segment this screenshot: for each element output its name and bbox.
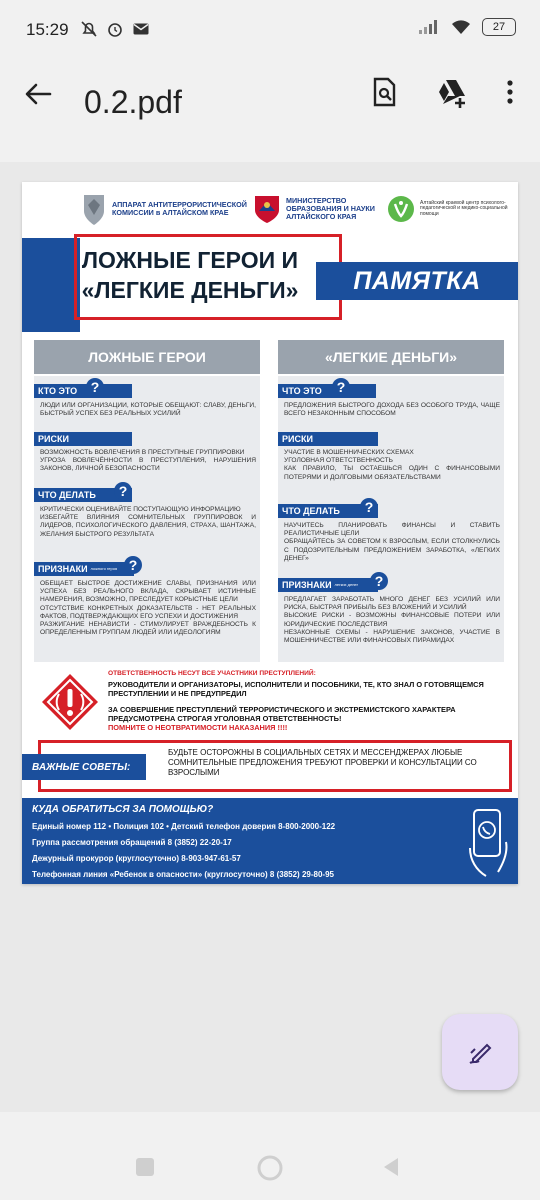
left-risks-tag: РИСКИ (34, 432, 132, 446)
headline-line-1: ЛОЖНЫЕ ГЕРОИ И (81, 247, 299, 273)
org-psych-center: Алтайский краевой центр психолого-педагогической и медико-социальной помощи (420, 199, 508, 217)
header-logos (82, 188, 512, 230)
altai-emblem-icon (252, 193, 282, 225)
right-signs-sub: легких денег (334, 582, 359, 587)
question-icon: ? (370, 572, 388, 590)
home-icon[interactable] (256, 1154, 284, 1182)
right-todo-tag: ЧТО ДЕЛАТЬ (278, 504, 378, 518)
memo-badge: ПАМЯТКА (316, 262, 518, 300)
question-icon: ? (332, 378, 350, 396)
document-title: 0.2.pdf (84, 84, 182, 120)
responsibility-body-1: РУКОВОДИТЕЛИ И ОРГАНИЗАТОРЫ, ИСПОЛНИТЕЛИ И ПОСОБНИКИ, ТЕ, КТО ЗНАЛ О ГОТОВЯЩЕМСЯ ПРЕСТУПЛЕНИИ И НЕ ПРЕДУПРЕДИЛ (108, 680, 484, 699)
pdf-page (22, 182, 518, 884)
left-signs-text: ОБЕЩАЕТ БЫСТРОЕ ДОСТИЖЕНИЕ СЛАВЫ, ПРИЗНАНИЯ ИЛИ УСПЕХА БЕЗ РЕАЛЬНОГО ВКЛАДА, СКРЫВАЕТ ИСТИННЫЕ НАМЕРЕНИЯ, ВОЗМОЖНО, ПРЕСЛЕДУЕТ КОРЫСТНЫЕ ЦЕЛИ ОТСУТСТВИЕ КОНКРЕТНЫХ ДОКАЗАТЕЛЬСТВ - НЕТ РЕАЛЬНЫХ ФАКТОВ, ПОДТВЕРЖДАЮЩИХ ЕГО УСПЕХИ И ДОСТИЖЕНИЯ РАЗЖИГАНИЕ НЕНАВИСТИ - СТИМУЛИРУЕТ ВРАЖДЕБНОСТЬ К ОПРЕДЕЛЕННЫМ ГРУППАМ ЛЮДЕЙ ИЛИ ИДЕОЛОГИЯМ (40, 580, 256, 637)
right-signs-label: ПРИЗНАКИ (282, 580, 332, 590)
left-signs-label: ПРИЗНАКИ (38, 564, 88, 574)
headline-line-2: «ЛЕГКИЕ ДЕНЬГИ» (81, 276, 299, 303)
status-left-icons (80, 20, 150, 38)
left-signs-tag (34, 562, 134, 576)
alarm-icon (106, 20, 124, 38)
left-todo-text: КРИТИЧЕСКИ ОЦЕНИВАЙТЕ ПОСТУПАЮЩУЮ ИНФОРМАЦИЮ ИЗБЕГАЙТЕ ВЛИЯНИЯ СОМНИТЕЛЬНЫХ ГРУППИРОВОК И ЛИДЕРОВ, ПСИХОЛОГИЧЕСКОГО ДАВЛЕНИЯ, СТРАХА, ШАНТАЖА, ЖЕЛАНИЯ БЫСТРОГО РЕЗУЛЬТАТА (40, 506, 256, 538)
right-who-text: ПРЕДЛОЖЕНИЯ БЫСТРОГО ДОХОДА БЕЗ ОСОБОГО ТРУДА, ЧАЩЕ ВСЕГО НЕЗАКОННЫМ СПОСОБОМ (284, 402, 500, 418)
annotate-fab[interactable] (442, 1014, 518, 1090)
help-line-2: Группа рассмотрения обращений 8 (3852) 22-20-17 (32, 838, 232, 847)
right-signs-text: ПРЕДЛАГАЕТ ЗАРАБОТАТЬ МНОГО ДЕНЕГ БЕЗ УСИЛИЙ ИЛИ РИСКА, БЫСТРАЯ ПРИБЫЛЬ БЕЗ ВЛОЖЕНИЙ И УСИЛИЙ ВЫСОКИЕ РИСКИ - ВОЗМОЖНЫ ФИНАНСОВЫЕ ПОТЕРИ ИЛИ ЮРИДИЧЕСКИЕ ПОСЛЕДСТВИЯ НЕЗАКОННЫЕ СХЕМЫ - НАРУШЕНИЕ ЗАКОНОВ, УЧАСТИЕ В МОШЕННИЧЕСТВЕ ИЛИ ФИНАНСОВЫХ ПИРАМИДАХ (284, 596, 500, 645)
question-icon: ? (114, 482, 132, 500)
back-arrow-icon[interactable] (22, 78, 54, 110)
right-risks-text: УЧАСТИЕ В МОШЕННИЧЕСКИХ СХЕМАХ УГОЛОВНАЯ ОТВЕТСТВЕННОСТЬ КАК ПРАВИЛО, ТЫ ОСТАЕШЬСЯ ОДИН С ФИНАНСОВЫМИ ПОТЕРЯМИ И ДОЛГОВЫМИ ОБЯЗАТЕЛЬСТВАМИ (284, 449, 500, 481)
advice-tag: ВАЖНЫЕ СОВЕТЫ: (22, 754, 146, 780)
question-icon: ? (360, 498, 378, 516)
back-nav-icon[interactable] (380, 1156, 402, 1178)
status-right-icons (418, 18, 516, 36)
responsibility-remember: ПОМНИТЕ О НЕОТВРАТИМОСТИ НАКАЗАНИЯ !!!! (108, 723, 288, 733)
recents-icon[interactable] (134, 1156, 156, 1178)
find-in-document-icon[interactable] (366, 74, 402, 110)
coat-of-arms-icon (82, 191, 106, 227)
false-heroes-column (34, 340, 260, 662)
battery-indicator: 27 (482, 18, 516, 36)
responsibility-block (108, 670, 508, 732)
status-time: 15:29 (26, 20, 69, 39)
responsibility-heading: ОТВЕТСТВЕННОСТЬ НЕСУТ ВСЕ УЧАСТНИКИ ПРЕСТУПЛЕНИЙ: (108, 670, 316, 677)
right-who-tag: ЧТО ЭТО (278, 384, 376, 398)
right-todo-text: НАУЧИТЕСЬ ПЛАНИРОВАТЬ ФИНАНСЫ И СТАВИТЬ РЕАЛИСТИЧНЫЕ ЦЕЛИ ОБРАЩАЙТЕСЬ ЗА СОВЕТОМ К ВЗРОСЛЫМ, ЕСЛИ СТОЛКНУЛИСЬ С ПОДОЗРИТЕЛЬНЫМ ПРЕДЛОЖЕНИЕМ ЗАРАБОТКА, «ЛЕГКИХ ДЕНЕГ» (284, 522, 500, 562)
help-footer (22, 798, 518, 884)
help-line-4: Телефонная линия «Ребенок в опасности» (круглосуточно) 8 (3852) 29-80-95 (32, 870, 334, 879)
responsibility-body-2: ЗА СОВЕРШЕНИЕ ПРЕСТУПЛЕНИЙ ТЕРРОРИСТИЧЕСКОГО И ЭКСТРЕМИСТСКОГО ХАРАКТЕРА ПРЕДУСМОТРЕНА СТРОГАЯ УГОЛОВНАЯ ОТВЕТСТВЕННОСТЬ! (108, 704, 456, 723)
help-line-3: Дежурный прокурор (круглосуточно) 8-903-947-61-57 (32, 854, 241, 863)
question-icon: ? (86, 378, 104, 396)
question-icon: ? (124, 556, 142, 574)
add-to-drive-icon[interactable] (434, 74, 470, 110)
wifi-icon (450, 19, 472, 35)
phone-hand-icon (466, 808, 510, 878)
psych-center-logo-icon (386, 194, 416, 224)
left-who-tag: КТО ЭТО (34, 384, 132, 398)
mail-icon (132, 20, 150, 38)
status-bar (0, 0, 540, 60)
false-heroes-title: ЛОЖНЫЕ ГЕРОИ (34, 340, 260, 376)
right-risks-tag: РИСКИ (278, 432, 378, 446)
mute-icon (80, 20, 98, 38)
org-antiterror: АППАРАТ АНТИТЕРРОРИСТИЧЕСКОЙ КОМИССИИ в АЛТАЙСКОМ КРАЕ (112, 200, 247, 217)
help-heading: КУДА ОБРАТИТЬСЯ ЗА ПОМОЩЬЮ? (32, 804, 214, 815)
app-bar (0, 60, 540, 160)
headline (40, 246, 340, 306)
help-line-1: Единый номер 112 • Полиция 102 • Детский телефон доверия 8-800-2000-122 (32, 822, 336, 831)
left-risks-text: ВОЗМОЖНОСТЬ ВОВЛЕЧЕНИЯ В ПРЕСТУПНЫЕ ГРУППИРОВКИ УГРОЗА ВОВЛЕЧЁННОСТИ В ПРЕСТУПЛЕНИЯ, НАРУШЕНИЯ ЗАКОНОВ, ЛИЧНОЙ БЕЗОПАСНОСТИ (40, 449, 256, 473)
pen-icon (465, 1037, 495, 1067)
system-nav-bar (0, 1112, 540, 1200)
right-signs-tag (278, 578, 378, 592)
pdf-viewer[interactable] (0, 162, 540, 1112)
easy-money-column (278, 340, 504, 662)
warning-icon (40, 672, 100, 732)
left-signs-sub: ложного героя (90, 566, 118, 571)
left-who-text: ЛЮДИ ИЛИ ОРГАНИЗАЦИИ, КОТОРЫЕ ОБЕЩАЮТ: СЛАВУ, ДЕНЬГИ, БЫСТРЫЙ УСПЕХ БЕЗ РЕАЛЬНЫХ УСИЛИЙ (40, 402, 256, 418)
left-todo-tag: ЧТО ДЕЛАТЬ (34, 488, 132, 502)
advice-text: БУДЬТЕ ОСТОРОЖНЫ В СОЦИАЛЬНЫХ СЕТЯХ И МЕССЕНДЖЕРАХ ЛЮБЫЕ СОМНИТЕЛЬНЫЕ ПРЕДЛОЖЕНИЯ ТРЕБУЮТ ПРОВЕРКИ И КОНСУЛЬТАЦИИ СО ВЗРОСЛЫМИ (168, 748, 477, 777)
signal-icon (418, 19, 440, 35)
easy-money-title: «ЛЕГКИЕ ДЕНЬГИ» (278, 340, 504, 376)
org-ministry: МИНИСТЕРСТВО ОБРАЗОВАНИЯ И НАУКИ АЛТАЙСКОГО КРАЯ (286, 196, 375, 221)
more-options-icon[interactable] (492, 74, 528, 110)
